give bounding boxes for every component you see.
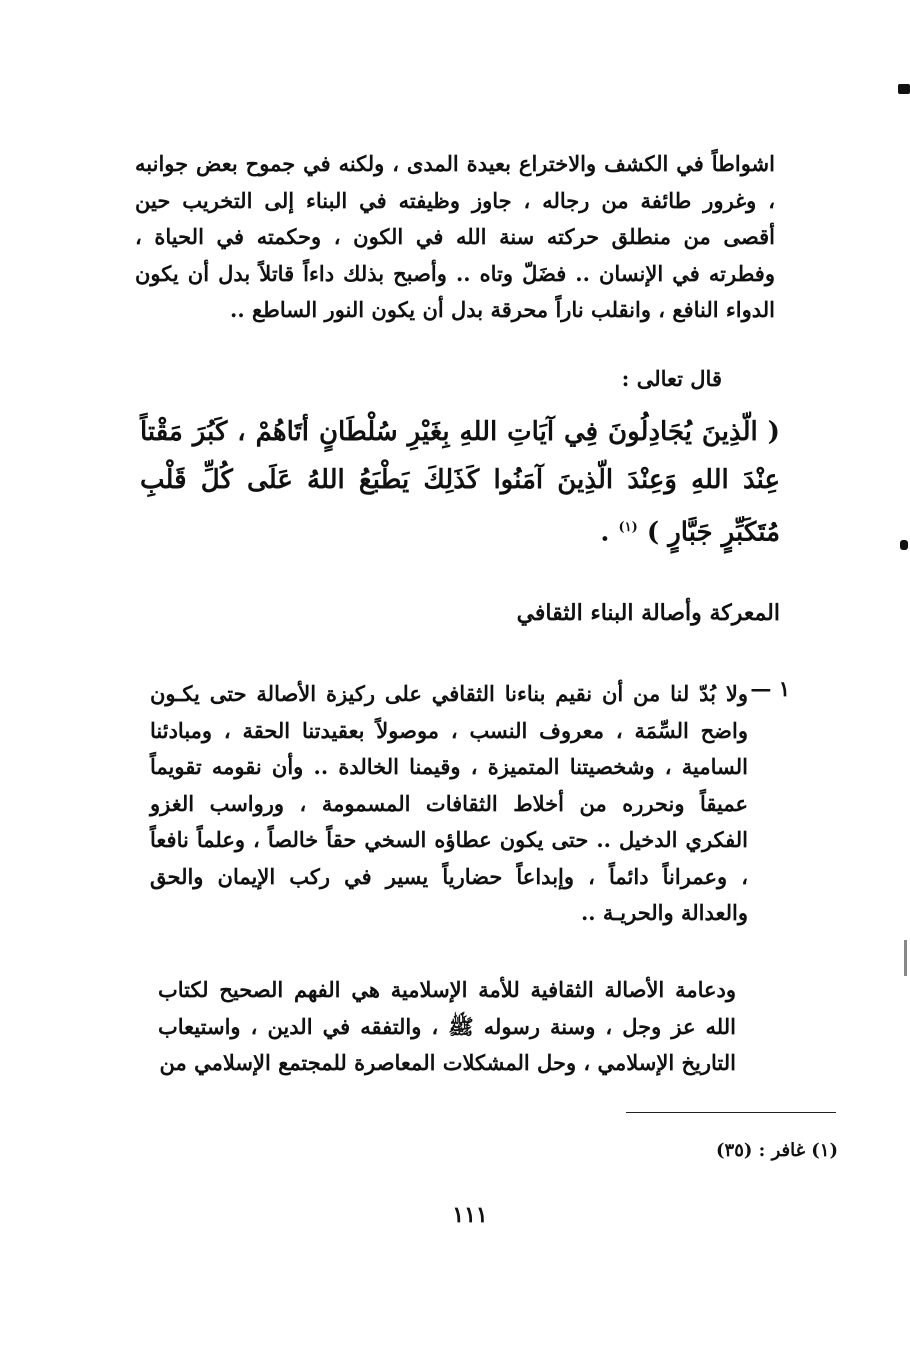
verse-end: . <box>600 517 619 548</box>
paragraph-1: اشواطاً في الكشف والاختراع بعيدة المدى ، ولكنه في جموح بعض جوانبه ، وغرور طائفة من رجاله ، جاوز وظيفته في البناء إلى التخريب حين أقصى من منطلق حركته سنة الله في الكون ، وحكمته في الحياة ، وفطرته في الإنسان .. فضَلّ وتاه .. وأصبح بذلك داءاً قاتلاً بدل أن يكون الدواء النافع ، وانقلب ناراً محرقة بدل أن يكون النور الساطع .. <box>135 151 775 322</box>
footnote-marker: (١) <box>618 520 638 535</box>
verse-intro: قال تعالى : <box>621 366 722 391</box>
quran-verse-text: ( الّذِينَ يُجَادِلُونَ فِي آيَاتِ اللهِ بِغَيْرِ سُلْطَانٍ أتَاهُمْ ، كَبُرَ مَقْتاً عِنْدَ اللهِ وَعِنْدَ الّذِينَ آمَنُوا كَذَلِكَ يَطْبَعُ اللهُ عَلَى كُلِّ قَلْبِ مُتَكَبِّرٍ جَبَّارٍ ) <box>140 417 780 548</box>
footnote: (١) غافر : (٣٥) <box>716 1140 838 1161</box>
quran-verse <box>140 408 780 557</box>
scan-mark-edge <box>904 940 907 976</box>
section-heading: المعركة وأصالة البناء الثقافي <box>516 600 780 626</box>
page-number: ١١١ <box>452 1202 488 1228</box>
scan-mark-top <box>898 84 910 94</box>
paragraph-3: ودعامة الأصالة الثقافية للأمة الإسلامية هي الفهم الصحيح لكتاب الله عز وجل ، وسنة رسوله ﷺ ، والتفقه في الدين ، واستيعاب التاريخ الإسلامي ، وحل المشكلات المعاصرة للمجتمع الإسلامي من <box>158 977 736 1075</box>
footnote-separator <box>626 1112 836 1113</box>
item-text: ولا بُدّ لنا من أن نقيم بناءنا الثقافي على ركيزة الأصالة حتى يكـون واضح السِّمَة ، معروف النسب ، موصولاً بعقيدتنا الحقة ، ومبادئنا السامية ، وشخصيتنا المتميزة ، وقيمنا الخالدة .. وأن نقومه تقويماً عميقاً ونحرره من أخلاط الثقافات المسمومة ، ورواسب الغزو الفكري الدخيل .. حتى يكون عطاؤه السخي حقاً خالصاً ، وعلماً نافعاً ، وعمراناً دائماً ، وإبداعاً حضارياً يسير في ركب الإيمان والحق والعدالة والحريـة .. <box>150 681 748 925</box>
scan-mark-middle <box>900 540 908 550</box>
item-number: ١ — <box>750 676 790 701</box>
